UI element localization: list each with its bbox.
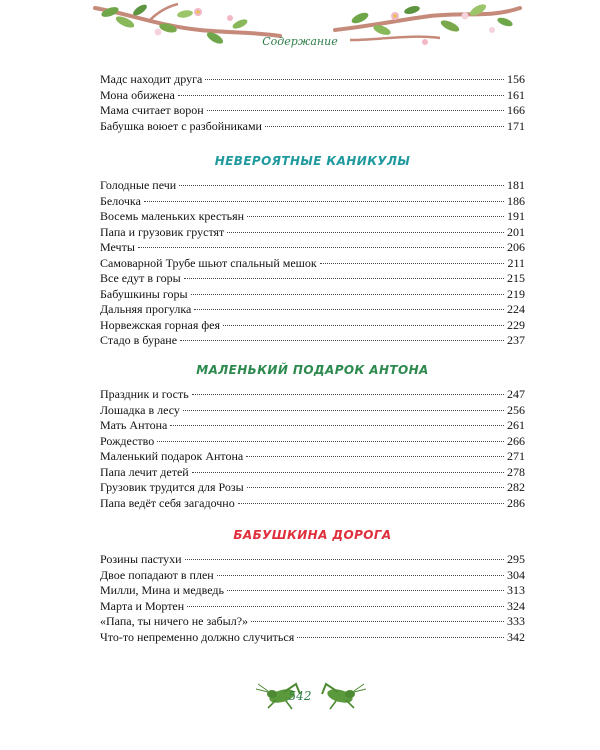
entry-page: 161 bbox=[507, 87, 525, 102]
toc-entry bbox=[100, 194, 525, 210]
header-branch-ornament bbox=[0, 0, 600, 60]
entry-title: Мать Антона bbox=[100, 418, 168, 432]
toc-entry bbox=[100, 599, 525, 615]
toc-entry bbox=[100, 630, 525, 646]
entry-page: 295 bbox=[507, 552, 525, 566]
entry-page: 282 bbox=[507, 480, 525, 494]
entry-title: Самоварной Трубе шьют спальный мешок bbox=[100, 255, 317, 270]
toc-entry bbox=[100, 209, 525, 225]
toc-entry bbox=[100, 449, 525, 465]
entry-title: Праздник и гость bbox=[100, 387, 189, 401]
entry-title: Стадо в буране bbox=[100, 333, 178, 347]
entry-title: Восемь маленьких крестьян bbox=[100, 209, 245, 223]
toc-entry bbox=[100, 256, 525, 272]
entry-page: 271 bbox=[507, 449, 525, 463]
entry-title: Что-то непременно должно случиться bbox=[100, 629, 295, 644]
entry-page: 313 bbox=[507, 583, 525, 597]
entry-title: Мадс находит друга bbox=[100, 72, 203, 86]
toc-entry bbox=[100, 88, 525, 104]
dot-leader bbox=[183, 410, 504, 411]
entry-page: 286 bbox=[507, 495, 525, 510]
entry-title: Бабушка воюет с разбойниками bbox=[100, 118, 262, 133]
dot-leader bbox=[144, 201, 504, 202]
toc-section-2 bbox=[100, 178, 525, 349]
entry-title: Бабушкины горы bbox=[100, 286, 188, 301]
dot-leader bbox=[265, 126, 504, 127]
toc-entry bbox=[100, 302, 525, 318]
dot-leader bbox=[246, 456, 504, 457]
entry-page: 211 bbox=[507, 255, 525, 270]
entry-title: Папа лечит детей bbox=[100, 464, 189, 479]
dot-leader bbox=[227, 232, 504, 233]
dot-leader bbox=[170, 425, 504, 426]
section-heading-babushkina-doroga: БАБУШКИНА ДОРОГА bbox=[233, 528, 392, 542]
toc-entry bbox=[100, 318, 525, 334]
entry-title: Розины пастухи bbox=[100, 552, 182, 566]
entry-page: 224 bbox=[507, 302, 525, 316]
dot-leader bbox=[205, 79, 504, 80]
entry-page: 256 bbox=[507, 402, 525, 417]
entry-title: Марта и Мортен bbox=[100, 598, 185, 613]
dot-leader bbox=[297, 637, 504, 638]
dot-leader bbox=[138, 247, 504, 248]
entry-title: Папа ведёт себя загадочно bbox=[100, 495, 235, 510]
entry-page: 229 bbox=[507, 317, 525, 332]
entry-page: 186 bbox=[507, 193, 525, 208]
entry-page: 206 bbox=[507, 240, 525, 254]
entry-page: 171 bbox=[507, 118, 525, 133]
entry-title: Дальняя прогулка bbox=[100, 302, 192, 316]
entry-title: Белочка bbox=[100, 193, 141, 208]
entry-title: Норвежская горная фея bbox=[100, 317, 220, 332]
dot-leader bbox=[247, 216, 504, 217]
entry-page: 324 bbox=[507, 598, 525, 613]
running-header-title: Содержание bbox=[262, 35, 338, 48]
toc-entry bbox=[100, 480, 525, 496]
dot-leader bbox=[251, 621, 504, 622]
toc-entry bbox=[100, 387, 525, 403]
toc-entry bbox=[100, 240, 525, 256]
toc-entry bbox=[100, 103, 525, 119]
toc-entry bbox=[100, 271, 525, 287]
toc-entry bbox=[100, 568, 525, 584]
dot-leader bbox=[194, 309, 504, 310]
toc-entry bbox=[100, 225, 525, 241]
toc-entry bbox=[100, 403, 525, 419]
entry-title: Все едут в горы bbox=[100, 271, 181, 285]
toc-section-1 bbox=[100, 72, 525, 134]
dot-leader bbox=[227, 590, 504, 591]
entry-page: 261 bbox=[507, 418, 525, 432]
entry-title: Мона обижена bbox=[100, 87, 175, 102]
entry-page: 304 bbox=[507, 567, 525, 582]
entry-title: «Папа, ты ничего не забыл?» bbox=[100, 614, 249, 628]
dot-leader bbox=[207, 110, 504, 111]
entry-page: 201 bbox=[507, 224, 525, 239]
entry-title: Маленький подарок Антона bbox=[100, 449, 244, 463]
entry-page: 215 bbox=[507, 271, 525, 285]
dot-leader bbox=[217, 575, 504, 576]
toc-entry bbox=[100, 119, 525, 135]
toc-entry bbox=[100, 496, 525, 512]
dot-leader bbox=[247, 487, 504, 488]
toc-section-3 bbox=[100, 387, 525, 511]
entry-title: Голодные печи bbox=[100, 178, 177, 192]
dot-leader bbox=[184, 278, 504, 279]
entry-page: 166 bbox=[507, 103, 525, 117]
entry-title: Мама считает ворон bbox=[100, 103, 204, 117]
toc-section-4 bbox=[100, 552, 525, 645]
toc-entry bbox=[100, 333, 525, 349]
toc-entry bbox=[100, 614, 525, 630]
toc-entry bbox=[100, 418, 525, 434]
toc-entry bbox=[100, 465, 525, 481]
entry-page: 342 bbox=[507, 629, 525, 644]
entry-title: Папа и грузовик грустят bbox=[100, 224, 225, 239]
entry-page: 266 bbox=[507, 433, 525, 448]
entry-title: Лошадка в лесу bbox=[100, 402, 180, 417]
toc-entry bbox=[100, 552, 525, 568]
toc-entry bbox=[100, 434, 525, 450]
dot-leader bbox=[192, 472, 504, 473]
entry-page: 237 bbox=[507, 333, 525, 347]
dot-leader bbox=[191, 294, 504, 295]
dot-leader bbox=[192, 394, 504, 395]
entry-page: 278 bbox=[507, 464, 525, 479]
dot-leader bbox=[180, 340, 504, 341]
dot-leader bbox=[178, 95, 504, 96]
toc-entry bbox=[100, 287, 525, 303]
section-heading-malenkiy-podarok-antona: МАЛЕНЬКИЙ ПОДАРОК АНТОНА bbox=[196, 363, 429, 377]
entry-page: 181 bbox=[507, 178, 525, 192]
dot-leader bbox=[187, 606, 504, 607]
entry-page: 333 bbox=[507, 614, 525, 628]
entry-title: Двое попадают в плен bbox=[100, 567, 214, 582]
entry-page: 156 bbox=[507, 72, 525, 86]
dot-leader bbox=[238, 503, 504, 504]
entry-page: 247 bbox=[507, 387, 525, 401]
entry-title: Мечты bbox=[100, 240, 135, 254]
entry-page: 219 bbox=[507, 286, 525, 301]
page-number: 542 bbox=[288, 689, 312, 703]
dot-leader bbox=[179, 185, 504, 186]
toc-entry bbox=[100, 72, 525, 88]
entry-title: Грузовик трудится для Розы bbox=[100, 480, 244, 494]
dot-leader bbox=[157, 441, 504, 442]
dot-leader bbox=[223, 325, 504, 326]
toc-entry bbox=[100, 178, 525, 194]
section-heading-neveroyatnye-kanikuly: НЕВЕРОЯТНЫЕ КАНИКУЛЫ bbox=[214, 154, 411, 168]
entry-title: Рождество bbox=[100, 433, 155, 448]
dot-leader bbox=[320, 263, 505, 264]
entry-page: 191 bbox=[507, 209, 525, 223]
toc-entry bbox=[100, 583, 525, 599]
dot-leader bbox=[185, 559, 504, 560]
entry-title: Милли, Мина и медведь bbox=[100, 583, 224, 597]
